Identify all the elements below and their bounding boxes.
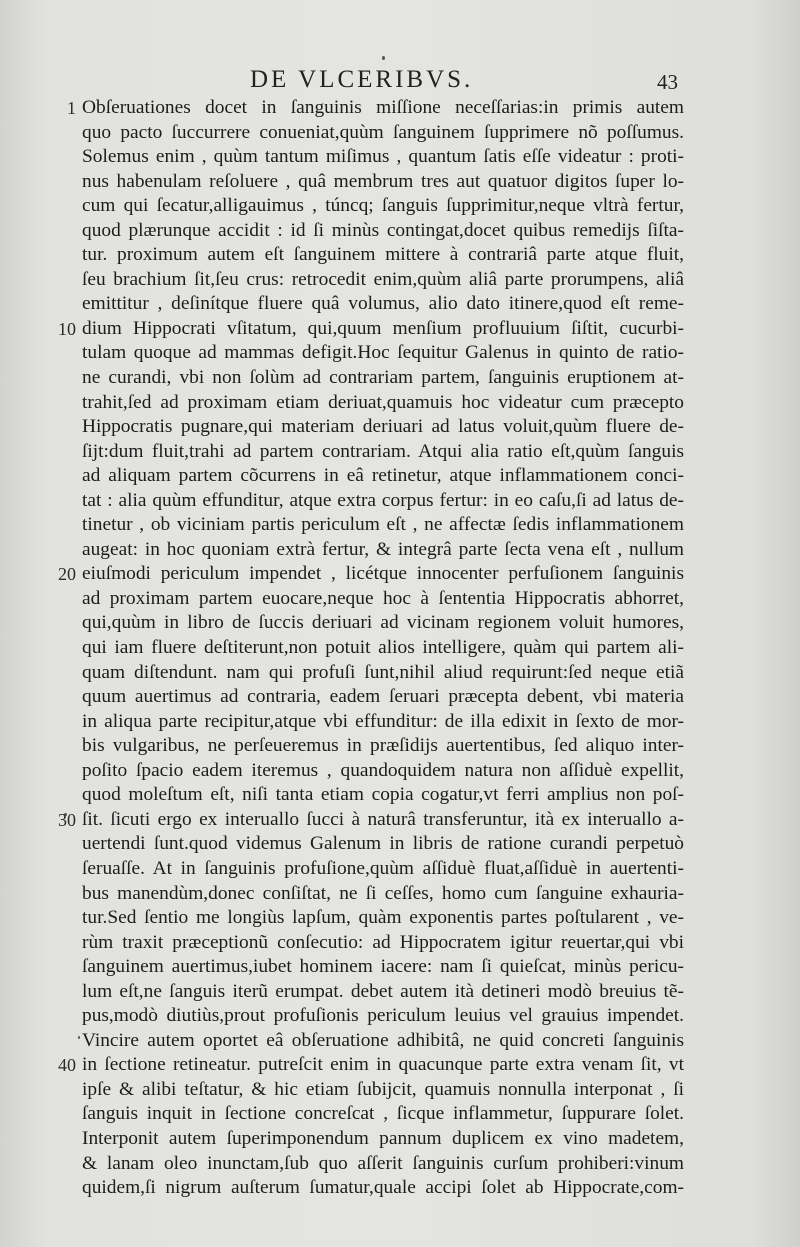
line-number: 40 (58, 1055, 76, 1076)
line-text: trahit,ſed ad proximam etiam deriuat,quamuis hoc videatur cum præcepto (82, 391, 684, 413)
text-line (0, 832, 800, 857)
line-text: eiuſmodi periculum impendet , licétque innocenter perfuſionem ſanguinis (82, 563, 684, 585)
text-line (0, 464, 800, 489)
text-line (0, 391, 800, 416)
body-text (0, 96, 800, 1201)
text-line (0, 268, 800, 293)
text-line (0, 1152, 800, 1177)
text-line (0, 685, 800, 710)
line-text: quam diſtendunt. nam qui profuſi ſunt,nihil aliud requirunt:ſed neque etiã (82, 661, 684, 683)
text-line (0, 882, 800, 907)
text-line (0, 1004, 800, 1029)
text-line (0, 489, 800, 514)
line-text: ſeruaſſe. At in ſanguinis profuſione,quùm aſſiduè fluat,aſſiduè in auertenti- (82, 857, 684, 879)
text-line (0, 1029, 800, 1054)
line-number: 10 (58, 318, 76, 339)
line-number: 1 (67, 98, 76, 118)
text-line (0, 980, 800, 1005)
text-line (0, 219, 800, 244)
line-text: quidem,ſi nigrum auſterum ſumatur,quale accipi ſolet ab Hippocrate,com- (82, 1177, 684, 1199)
line-number: 20 (58, 564, 76, 585)
line-text: tur.Sed ſentio me longiùs lapſum, quàm exponentis partes poſtularent , ve- (82, 907, 684, 929)
text-line (0, 317, 800, 342)
line-text: & lanam oleo inunctam,ſub quo aſſerit ſanguinis curſum prohiberi:vinum (82, 1152, 684, 1174)
line-text: ſit. ſicuti ergo ex interuallo ſucci à naturâ transferuntur, ità ex interuallo a- (82, 808, 684, 830)
text-line (0, 734, 800, 759)
text-line (0, 1176, 800, 1201)
line-text: quod plærunque accidit : id ſi minùs contingat,docet quibus remedijs ſiſta- (82, 219, 684, 241)
text-line (0, 808, 800, 833)
text-line (0, 513, 800, 538)
text-line (0, 194, 800, 219)
text-line (0, 759, 800, 784)
text-line (0, 415, 800, 440)
line-text: rùm traxit præceptionũ conſecutio: ad Hippocratem igitur reuertar,qui vbi (82, 931, 684, 953)
line-text: quod moleſtum eſt, niſi tanta etiam copia cogatur,vt ferri amplius non poſ- (82, 784, 684, 806)
line-text: lum eſt,ne ſanguis iterũ erumpat. debet autem ità detineri modò breuius tẽ- (82, 980, 684, 1002)
text-line (0, 538, 800, 563)
text-line (0, 292, 800, 317)
line-text: Obſeruationes docet in ſanguinis miſſione neceſſarias:in primis autem (82, 97, 684, 118)
line-text: in ſectione retineatur. putreſcit enim in quacunque parte extra venam ſit, vt (82, 1054, 684, 1076)
text-line (0, 661, 800, 686)
text-line (0, 1053, 800, 1078)
text-line (0, 587, 800, 612)
text-line (0, 1102, 800, 1127)
text-line (0, 341, 800, 366)
text-line (0, 1078, 800, 1103)
text-line (0, 906, 800, 931)
line-text: augeat: in hoc quoniam extrà fertur, & integrâ parte ſecta vena eſt , nullum (82, 538, 684, 560)
text-line (0, 121, 800, 146)
text-line (0, 145, 800, 170)
text-line (0, 562, 800, 587)
line-text: uertendi ſunt.quod videmus Galenum in libris de ratione curandi perpetuò (82, 833, 684, 855)
text-line (0, 96, 800, 121)
line-text: in aliqua parte recipitur,atque vbi effunditur: de illa edixit in ſexto de mor- (82, 710, 684, 732)
line-text: ſijt:dum fluit,trahi ad partem contrariam. Atqui alia ratio eſt,quùm ſanguis (82, 440, 684, 462)
line-text: pus,modò diutiùs,prout profuſionis periculum leuius vel grauius impendet. (82, 1005, 684, 1027)
page-number: 43 (657, 70, 678, 94)
text-line (0, 636, 800, 661)
line-text: quum auertimus ad contraria, eadem ſeruari præcepta debent, vbi materia (82, 686, 684, 708)
text-line (0, 931, 800, 956)
line-text: ſanguis inquit in ſectione concreſcat , ſicque inflammetur, ſuppurare ſolet. (82, 1103, 684, 1125)
line-number: 30 (58, 809, 76, 830)
text-line (0, 440, 800, 465)
text-line (0, 955, 800, 980)
line-text: Hippocratis pugnare,qui materiam deriuari ad latus voluit,quùm fluere de- (82, 416, 684, 438)
line-text: tulam quoque ad mammas defigit.Hoc ſequitur Galenus in quinto de ratio- (82, 342, 684, 364)
line-text: bis vulgaribus, ne perſeueremus in præſidijs auertentibus, ſed aliquo inter- (82, 735, 684, 757)
text-line (0, 170, 800, 195)
line-text: tat : alia quùm effunditur, atque extra corpus fertur: in eo caſu,ſi ad latus de- (82, 489, 684, 511)
text-line (0, 366, 800, 391)
text-line (0, 710, 800, 735)
line-text: qui iam fluere deſtiterunt,non potuit alios intelligere, quàm qui partem ali- (82, 637, 684, 659)
text-line (0, 1127, 800, 1152)
line-text: ſanguinem auertimus,iubet hominem iacere: nam ſi quieſcat, minùs pericu- (82, 956, 684, 978)
line-text: dium Hippocrati vſitatum, qui,quum menſium profluuium ſiſtit, cucurbi- (82, 317, 684, 339)
text-line (0, 243, 800, 268)
line-text: ad proximam partem euocare,neque hoc à ſententia Hippocratis abhorret, (82, 587, 684, 609)
line-text: emittitur , deſinítque fluere quâ volumus, alio dato itinere,quod eſt reme- (82, 293, 684, 315)
line-text: qui,quùm in libro de ſuccis deriuari ad vicinam regionem voluit humores, (82, 612, 684, 634)
line-text: ad aliquam partem cõcurrens in eâ retinetur, atque inflammationem conci- (82, 465, 684, 487)
page-header (0, 66, 800, 100)
line-text: tur. proximum autem eſt ſanguinem mittere à contrariâ parte atque fluit, (82, 244, 684, 266)
line-text: ſeu brachium ſit,ſeu crus: retrocedit enim,quùm aliâ parte prorumpens, aliâ (82, 268, 684, 290)
line-text: Interponit autem ſuperimponendum pannum duplicem ex vino madetem, (82, 1127, 684, 1149)
line-text: nus habenulam reſoluere , quâ membrum tres aut quatuor digitos ſuper lo- (82, 170, 684, 192)
line-text: bus manendùm,donec conſiſtat, ne ſi ceſſes, homo cum ſanguine exhauria- (82, 882, 684, 904)
line-text: Vincire autem oportet eâ obſeruatione adhibitâ, ne quid concreti ſanguinis (82, 1029, 684, 1051)
line-text: Solemus enim , quùm tantum miſimus , quantum ſatis eſſe videatur : proti- (82, 146, 684, 168)
line-text: poſito ſpacio eadem iteremus , quandoquidem natura non aſſiduè expellit, (82, 759, 684, 781)
text-line (0, 857, 800, 882)
line-text: tinetur , ob viciniam partis periculum eſt , ne affectæ ſedis inflammationem (82, 514, 684, 536)
text-line (0, 783, 800, 808)
text-line (0, 611, 800, 636)
line-text: quo pacto ſuccurrere conueniat,quùm ſanguinem ſupprimere nõ poſſumus. (82, 121, 684, 143)
line-text: ipſe & alibi teſtatur, & hic etiam ſubijcit, quamuis nonnulla interponat , ſi (82, 1078, 684, 1100)
line-text: cum qui ſecatur,alligauimus , túncq; ſanguis ſupprimitur,neque vltrà fertur, (82, 195, 684, 217)
running-title: DE VLCERIBVS. (250, 66, 474, 93)
ink-speck (382, 56, 385, 60)
line-text: ne curandi, vbi non ſolùm ad contrariam partem, ſanguinis eruptionem at- (82, 367, 684, 389)
